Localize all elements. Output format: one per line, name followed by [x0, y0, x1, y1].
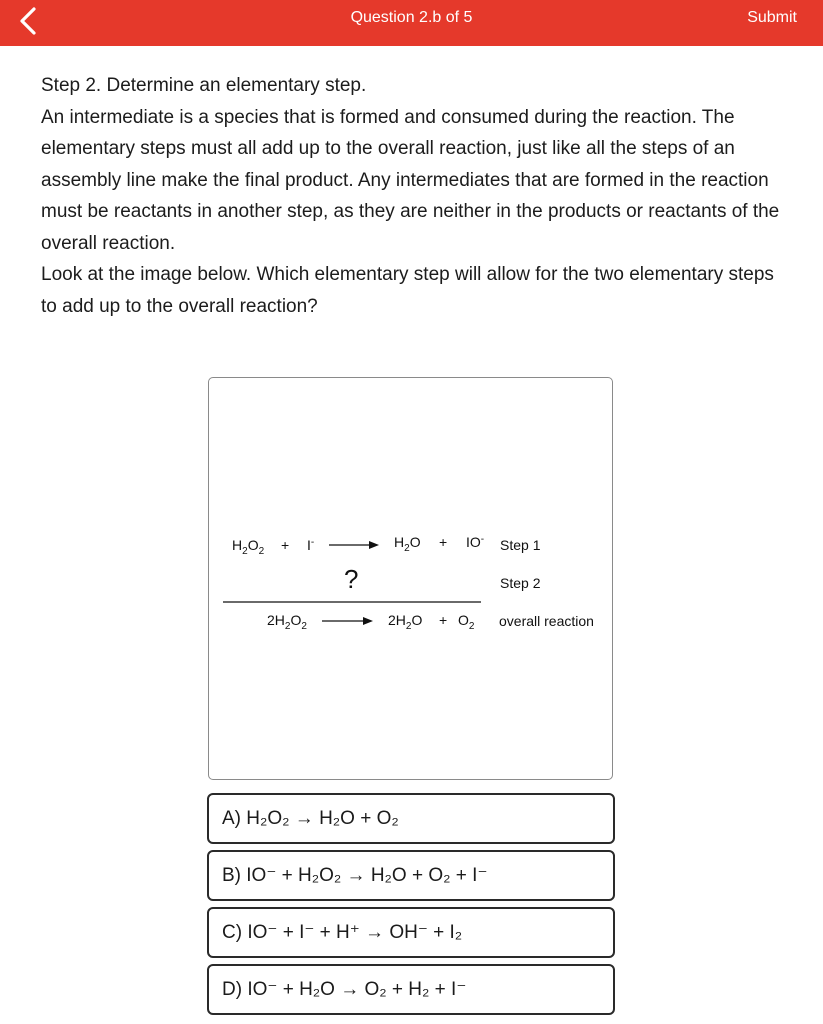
question-text — [41, 70, 791, 322]
answer-option-a[interactable]: A) H₂O₂ → H₂O + O₂ — [207, 793, 615, 844]
step1-equation — [232, 534, 541, 557]
step1-product-hypoiodite: IO- — [466, 534, 485, 550]
overall-plus: + — [439, 612, 448, 628]
step1-plus: + — [281, 537, 290, 553]
step-heading: Step 2. Determine an elementary step. — [41, 75, 367, 96]
overall-arrow-head — [363, 617, 373, 625]
step1-reactant-h2o2: $H_2O_2$ — [232, 537, 265, 557]
step1-arrow-head — [369, 541, 379, 549]
submit-button[interactable]: Submit — [747, 9, 797, 26]
answer-option-b[interactable]: B) IO⁻ + H₂O₂ → H₂O + O₂ + I⁻ — [207, 850, 615, 901]
back-chevron-icon[interactable] — [12, 4, 46, 40]
top-bar — [0, 0, 823, 46]
overall-product-water: $2H_2O$ — [388, 612, 423, 632]
mechanism-figure — [208, 377, 613, 780]
step2-label: Step 2 — [500, 575, 541, 591]
step1-product-water: $H_2O$ — [394, 534, 421, 554]
overall-reactant: $2H_2O_2$ — [267, 612, 307, 632]
answer-option-d[interactable]: D) IO⁻ + H₂O → O₂ + H₂ + I⁻ — [207, 964, 615, 1015]
overall-product-oxygen: $O_2$ — [458, 612, 475, 632]
step2-unknown: ? — [344, 564, 359, 594]
step1-reactant-iodide: I- — [307, 537, 315, 553]
overall-label: overall reaction — [499, 613, 594, 629]
overall-equation — [267, 612, 594, 632]
question-counter: Question 2.b of 5 — [350, 9, 473, 26]
step1-label: Step 1 — [500, 537, 541, 553]
question-prompt: Look at the image below. Which elementary step will allow for the two elementary steps to add up to the overall reaction? — [41, 264, 774, 317]
step1-plus-2: + — [439, 534, 448, 550]
answer-option-c[interactable]: C) IO⁻ + I⁻ + H⁺ → OH⁻ + I₂ — [207, 907, 615, 958]
intermediate-explanation: An intermediate is a species that is formed and consumed during the reaction. The elementary steps must all add up to the overall reaction, just like all the steps of an assembly line make the final product. Any intermediates that are formed in the reaction must be reactants in another step, as they are neither in the products or reactants of the overall reaction. — [41, 106, 780, 254]
